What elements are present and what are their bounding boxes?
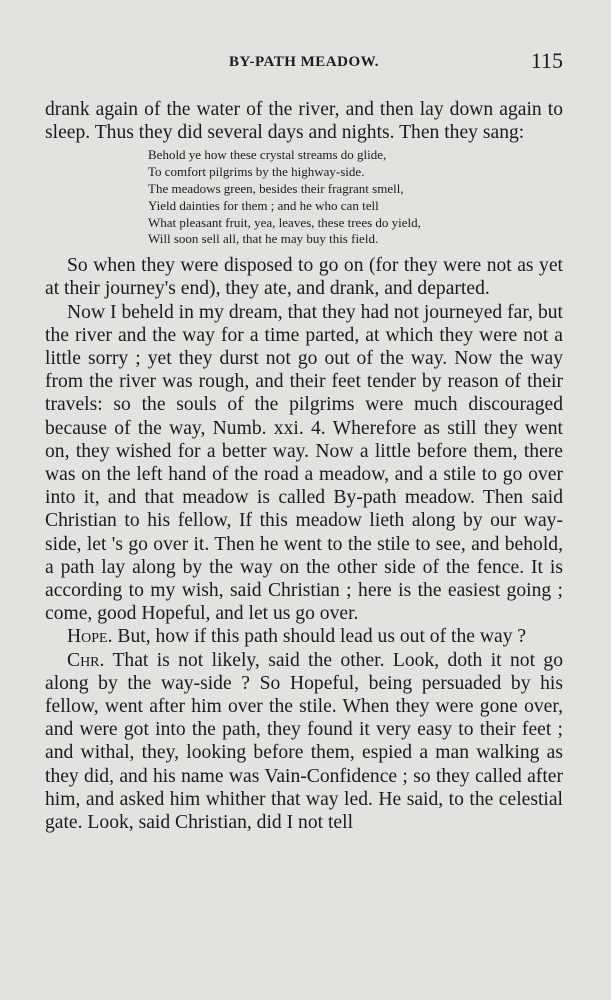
- body-text: [45, 98, 563, 834]
- dialogue-paragraph: [45, 625, 563, 648]
- page-number: 115: [530, 48, 563, 73]
- speaker-name: Hope.: [67, 626, 113, 648]
- paragraph: So when they were disposed to go on (for they were not as yet at their journey's end), they ate, and drank, and departed.: [45, 255, 563, 300]
- dialogue-paragraph: [45, 649, 563, 835]
- dialogue-text: That is not likely, said the other. Look, doth it not go along by the way-side ? So Hopeful, being persuaded by his fellow, went after him over the stile. When they were gone over, and were got into the path, they found it very easy to their feet ; and withal, they, looking before them, espied a man walking as they did, and his name was Vain-Confidence ; so they called after him, and asked him whither that way led. He said, to the celestial gate. Look, said Christian, did I not tell: [45, 649, 563, 834]
- running-title: BY-PATH MEADOW.: [228, 54, 379, 70]
- running-head: [45, 48, 563, 76]
- speaker-name: Chr.: [67, 649, 105, 671]
- verse-block: [148, 147, 563, 248]
- verse-line: Yield dainties for them ; and he who can tell: [148, 197, 379, 213]
- verse-line: The meadows green, besides their fragrant smell,: [148, 181, 404, 196]
- verse-line: To comfort pilgrims by the highway-side.: [148, 164, 365, 180]
- verse-line: Will soon sell all, that he may buy this field.: [148, 231, 379, 247]
- verse-line: Behold ye how these crystal streams do glide,: [148, 147, 387, 163]
- dialogue-text: But, how if this path should lead us out of the way ?: [112, 626, 527, 648]
- paragraph-continuation: drank again of the water of the river, and then lay down again to sleep. Thus they did several days and nights. Then they sang:: [45, 99, 563, 144]
- paragraph: Now I beheld in my dream, that they had not journeyed far, but the river and the way for a time parted, at which they were not a little sorry ; yet they durst not go out of the way. Now the way from the river was rough, and their feet tender by reason of their travels: so the souls of the pilgrims were much discouraged because of the way, Numb. xxi. 4. Wherefore as still they went on, they wished for a better way. Now a little before them, there was on the left hand of the road a meadow, and a stile to go over into it, and that meadow is called By-path meadow. Then said Christian to his fellow, If this meadow lieth along by our way-side, let 's go over it. Then he went to the stile to see, and behold, a path lay along by the way on the other side of the fence. It is according to my wish, said Christian ; here is the easiest going ; come, good Hopeful, and let us go over.: [45, 301, 563, 625]
- verse-line: What pleasant fruit, yea, leaves, these trees do yield,: [148, 214, 421, 230]
